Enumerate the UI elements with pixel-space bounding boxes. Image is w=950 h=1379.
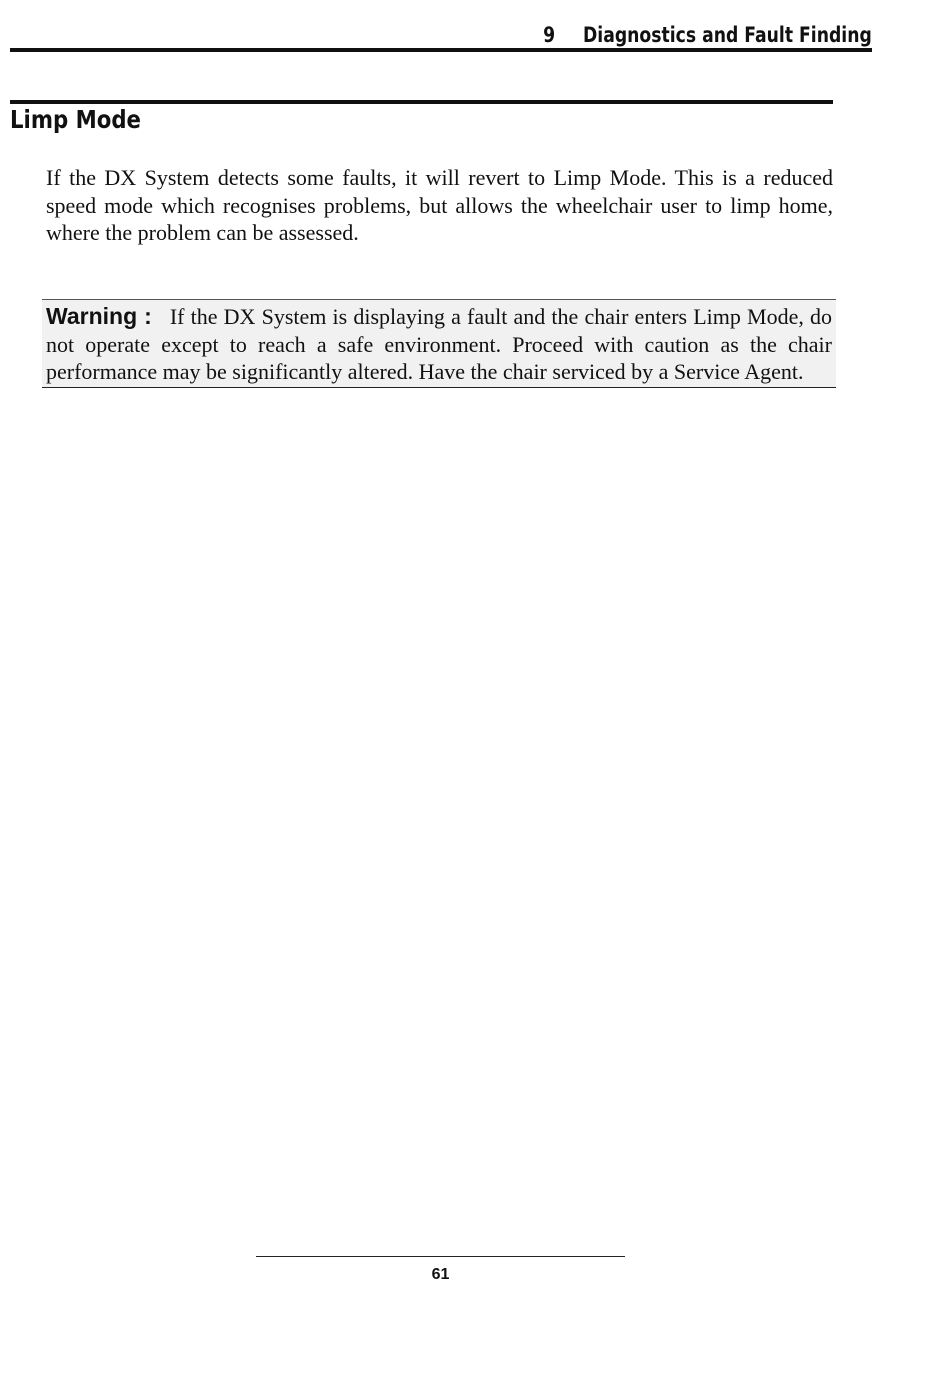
body-paragraph: If the DX System detects some faults, it will revert to Limp Mode. This is a reduced speed mode which recognises problems, but allows the wheelchair user to limp home, where the problem can be assessed.: [46, 165, 833, 245]
warning-text: If the DX System is displaying a fault and the chair enters Limp Mode, do not operate except to reach a safe environment. Proceed with caution as the chair performance may be significantly altered. Have the chair serviced by a Service Agent.: [46, 304, 833, 384]
chapter-number: 9: [543, 23, 556, 47]
page-header: [10, 18, 872, 52]
warning-label: Warning :: [46, 303, 152, 329]
page-number: 61: [431, 1266, 450, 1283]
section-title: Limp Mode: [10, 105, 141, 134]
running-header: [543, 23, 872, 47]
footer-divider: [256, 1256, 625, 1257]
chapter-title: Diagnostics and Fault Finding: [583, 23, 872, 47]
warning-box: [42, 299, 836, 388]
section-divider: [10, 100, 833, 104]
